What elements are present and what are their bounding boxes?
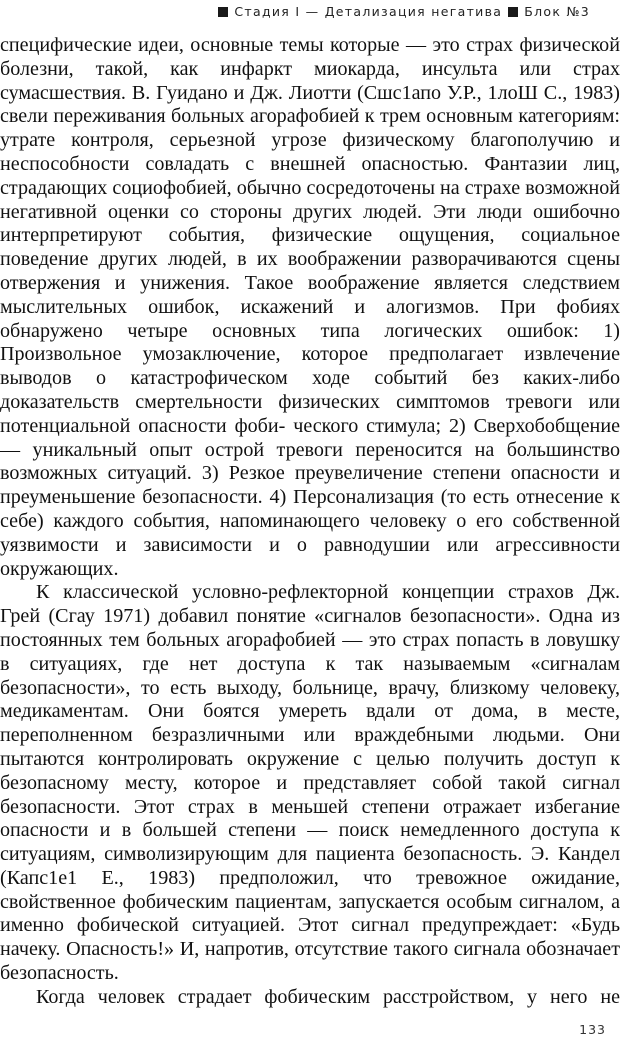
- page-number: 133: [579, 1022, 606, 1037]
- running-header: [218, 4, 590, 19]
- header-block-label: Блок №3: [524, 4, 590, 19]
- paragraph-2: К классической условно-рефлекторной концепции страхов Дж. Грей (Сгау 1971) добавил понятие «сигналов безопасности». Одна из постоянных тем больных агорафобией — это страх попасть в ловушку в ситуациях, где нет доступа к так называемым «сигналам безопасности», то есть выходу, больнице, врачу, близкому человеку, медикаментам. Они боятся умереть вдали от дома, в месте, переполненном безразличными или враждебными людьми. Они пытаются контролировать окружение с целью получить доступ к безопасному месту, которое и представляет собой такой сигнал безопасности. Этот страх в меньшей степени отражает избегание опасности и в большей степени — поиск немедленного доступа к ситуациям, символизирующим для пациента безопасность. Э. Кандел (Капс1е1 Е., 1983) предположил, что тревожное ожидание, свойственное фобическим пациентам, запускается особым сигналом, а именно фобической ситуацией. Этот сигнал предупреждает: «Будь начеку. Опасность!» И, напротив, отсутствие такого сигнала обозначает безопасность.: [0, 581, 620, 985]
- paragraph-3: Когда человек страдает фобическим расстройством, у него не: [36, 985, 620, 1008]
- paragraph-1: специфические идеи, основные темы которые — это страх физической болезни, такой, как инфаркт миокарда, инсульта или страх сумасшествия. В. Гуидано и Дж. Лиотти (Сшс1апо У.Р., 1лоШ С., 1983) свели переживания больных агорафобией к трем основным категориям: утрате контроля, серьезной угрозе физическому благополучию и неспособности совладать с внешней опасностью. Фантазии лиц, страдающих социофобией, обычно сосредоточены на страхе возможной негативной оценки со стороны других людей. Эти люди ошибочно интерпретируют события, физические ощущения, социальное поведение других людей, в их воображении разворачиваются сцены отвержения и унижения. Такое воображение является следствием мыслительных ошибок, искажений и алогизмов. При фобиях обнаружено четыре основных типа логических ошибок: 1) Произвольное умозаключение, которое предполагает извлечение выводов о катастрофическом ходе событий без каких-либо доказательств смертельности физических симптомов тревоги или потенциальной опасности фоби- ческого стимула; 2) Сверхобобщение — уникальный опыт острой тревоги переносится на большинство возможных ситуаций. 3) Резкое преувеличение степени опасности и преуменьшение безопасности. 4) Персонализация (то есть отнесение к себе) каждого события, напоминающего человеку о его собственной уязвимости и зависимости и о равнодушии или агрессивности окружающих.: [0, 34, 620, 580]
- square-bullet-icon: [218, 7, 228, 17]
- page-body: [0, 34, 620, 1010]
- square-bullet-icon: [508, 7, 518, 17]
- header-chapter-title: Стадия I — Детализация негатива: [234, 4, 503, 19]
